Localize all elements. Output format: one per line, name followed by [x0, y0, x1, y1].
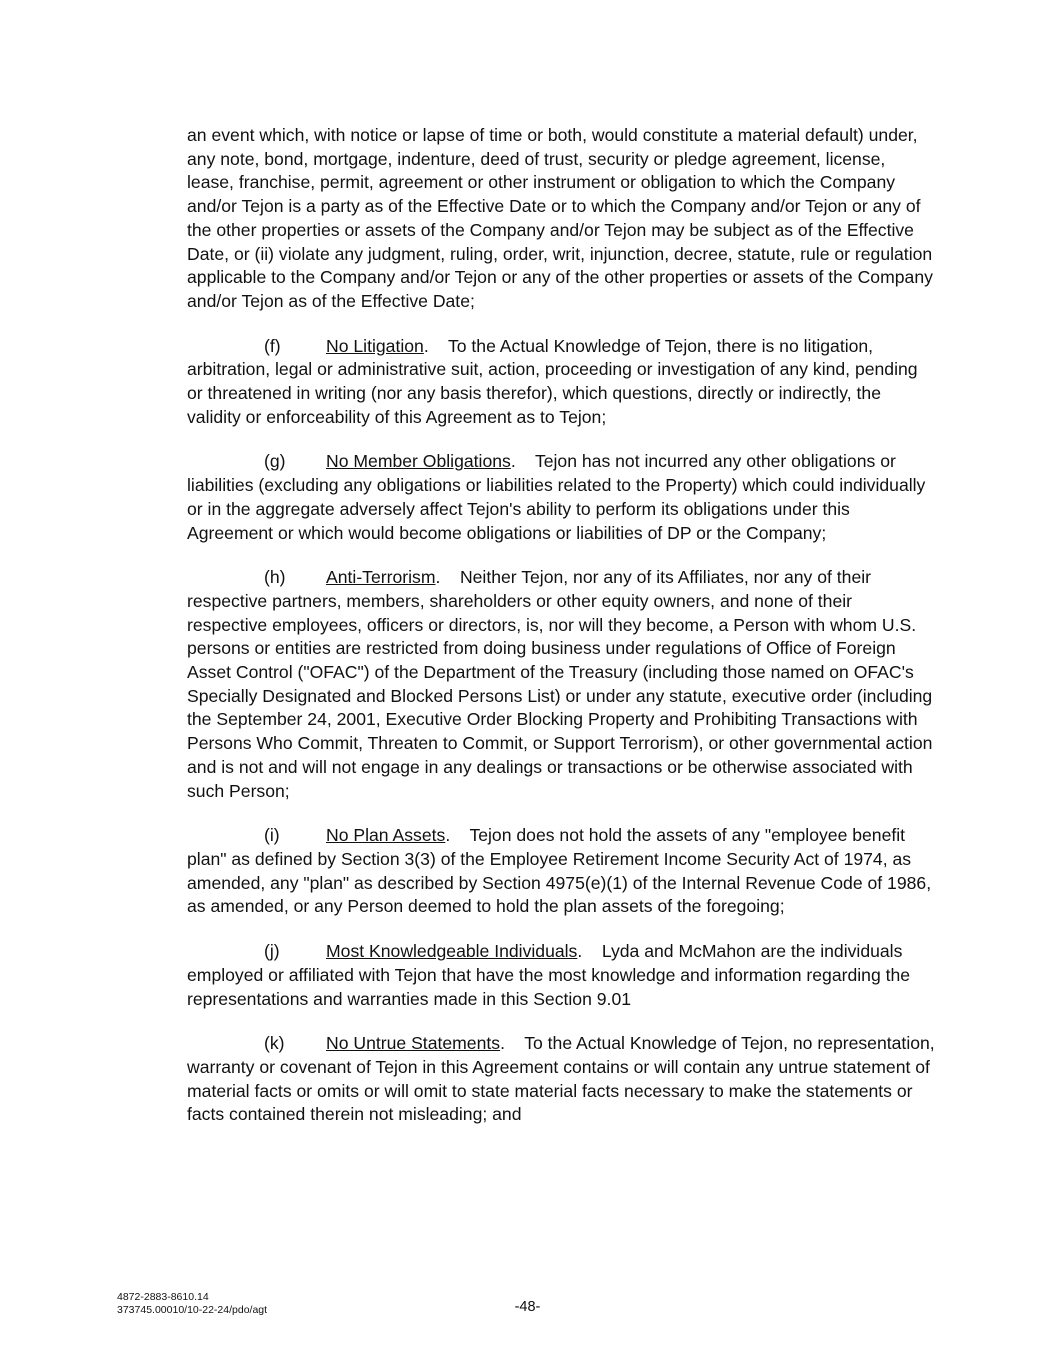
section-heading: No Untrue Statements	[326, 1033, 501, 1054]
footer-doc-id-line2: 373745.00010/10-22-24/pdo/agt	[117, 1304, 268, 1316]
section-heading: Most Knowledgeable Individuals	[326, 941, 578, 962]
section-text: To the Actual Knowledge of Tejon, no representation, warranty or covenant of Tejon in this Agreement contains or will contain any untrue statement of material facts or omits or will omit to state material facts necessary to make the statements or facts contained therein not misleading; and	[187, 1033, 935, 1125]
section-f: (f) No Litigation. To the Actual Knowledge of Tejon, there is no litigation, arbitration, legal or administrative suit, action, proceeding or investigation of any kind, pending or threatened in writing (nor any basis therefor), which questions, directly or indirectly, the validity or enforceability of this Agreement as to Tejon;	[187, 335, 918, 427]
section-number: (g)	[264, 451, 286, 472]
section-number: (k)	[264, 1033, 285, 1054]
section-k: (k) No Untrue Statements. To the Actual Knowledge of Tejon, no representation, warranty or covenant of Tejon in this Agreement contains or will contain any untrue statement of material facts or omits or will omit to state material facts necessary to make the statements or facts contained therein not misleading; and	[187, 1033, 935, 1125]
opening-paragraph: an event which, with notice or lapse of time or both, would constitute a material default) under, any note, bond, mortgage, indenture, deed of trust, security or pledge agreement, license, lease, franchise, permit, agreement or other instrument or obligation to which the Company and/or Tejon is a party as of the Effective Date or to which the Company and/or Tejon or any of the other properties or assets of the Company and/or Tejon may be subject as of the Effective Date, or (ii) violate any judgment, ruling, order, writ, injunction, decree, statute, rule or regulation applicable to the Company and/or Tejon or any of the other properties or assets of the Company and/or Tejon as of the Effective Date;	[187, 125, 933, 311]
section-text: Tejon does not hold the assets of any "employee benefit plan" as defined by Section 3(3) of the Employee Retirement Income Security Act of 1974, as amended, any "plan" as described by Section 4975(e)(1) of the Internal Revenue Code of 1986, as amended, or any Person deemed to hold the plan assets of the foregoing;	[187, 825, 932, 917]
section-heading: No Plan Assets	[326, 825, 446, 846]
section-number: (f)	[264, 335, 281, 356]
section-text: Tejon has not incurred any other obligations or liabilities (excluding any obligations or liabilities related to the Property) which could individually or in the aggregate adversely affect Tejon's ability to perform its obligations under this Agreement or which would become obligations or liabilities of DP or the Company;	[187, 451, 926, 543]
section-number: (i)	[264, 825, 280, 846]
section-text: To the Actual Knowledge of Tejon, there is no litigation, arbitration, legal or administrative suit, action, proceeding or investigation of any kind, pending or threatened in writing (nor any basis therefor), which questions, directly or indirectly, the validity or enforceability of this Agreement as to Tejon;	[187, 335, 918, 427]
section-number: (h)	[264, 567, 286, 588]
section-number: (j)	[264, 941, 280, 962]
section-h: (h) Anti-Terrorism. Neither Tejon, nor any of its Affiliates, nor any of their respective partners, members, shareholders or other equity owners, and none of their respective employees, officers or directors, is, nor will they become, a Person with whom U.S. persons or entities are restricted from doing business under regulations of Office of Foreign Asset Control ("OFAC") of the Department of the Treasury (including those named on OFAC's Specially Designated and Blocked Persons List) or under any statute, executive order (including the September 24, 2001, Executive Order Blocking Property and Prohibiting Transactions with Persons Who Commit, Threaten to Commit, or Support Terrorism), or other governmental action and is not and will not engage in any dealings or transactions or be otherwise associated with such Person;	[187, 567, 933, 801]
section-g: (g) No Member Obligations. Tejon has not incurred any other obligations or liabilities (excluding any obligations or liabilities related to the Property) which could individually or in the aggregate adversely affect Tejon's ability to perform its obligations under this Agreement or which would become obligations or liabilities of DP or the Company;	[187, 451, 926, 543]
section-j: (j) Most Knowledgeable Individuals. Lyda and McMahon are the individuals employed or affiliated with Tejon that have the most knowledge and information regarding the representations and warranties made in this Section 9.01	[187, 941, 911, 1009]
page-number: -48-	[514, 1299, 541, 1315]
section-i: (i) No Plan Assets. Tejon does not hold the assets of any "employee benefit plan" as defined by Section 3(3) of the Employee Retirement Income Security Act of 1974, as amended, any "plan" as described by Section 4975(e)(1) of the Internal Revenue Code of 1986, as amended, or any Person deemed to hold the plan assets of the foregoing;	[187, 825, 932, 917]
section-text: Lyda and McMahon are the individuals employed or affiliated with Tejon that have the most knowledge and information regarding the representations and warranties made in this Section 9.01	[187, 941, 911, 1009]
section-heading: No Litigation	[326, 335, 424, 356]
footer-doc-id-line1: 4872-2883-8610.14	[117, 1291, 209, 1303]
section-text: Neither Tejon, nor any of its Affiliates, nor any of their respective partners, members, shareholders or other equity owners, and none of their respective employees, officers or directors, is, nor will they become, a Person with whom U.S. persons or entities are restricted from doing business under regulations of Office of Foreign Asset Control ("OFAC") of the Department of the Treasury (including those named on OFAC's Specially Designated and Blocked Persons List) or under any statute, executive order (including the September 24, 2001, Executive Order Blocking Property and Prohibiting Transactions with Persons Who Commit, Threaten to Commit, or Support Terrorism), or other governmental action and is not and will not engage in any dealings or transactions or be otherwise associated with such Person;	[187, 567, 933, 801]
section-heading: No Member Obligations	[326, 451, 511, 472]
document-body	[187, 124, 935, 1148]
section-heading: Anti-Terrorism	[326, 567, 436, 588]
